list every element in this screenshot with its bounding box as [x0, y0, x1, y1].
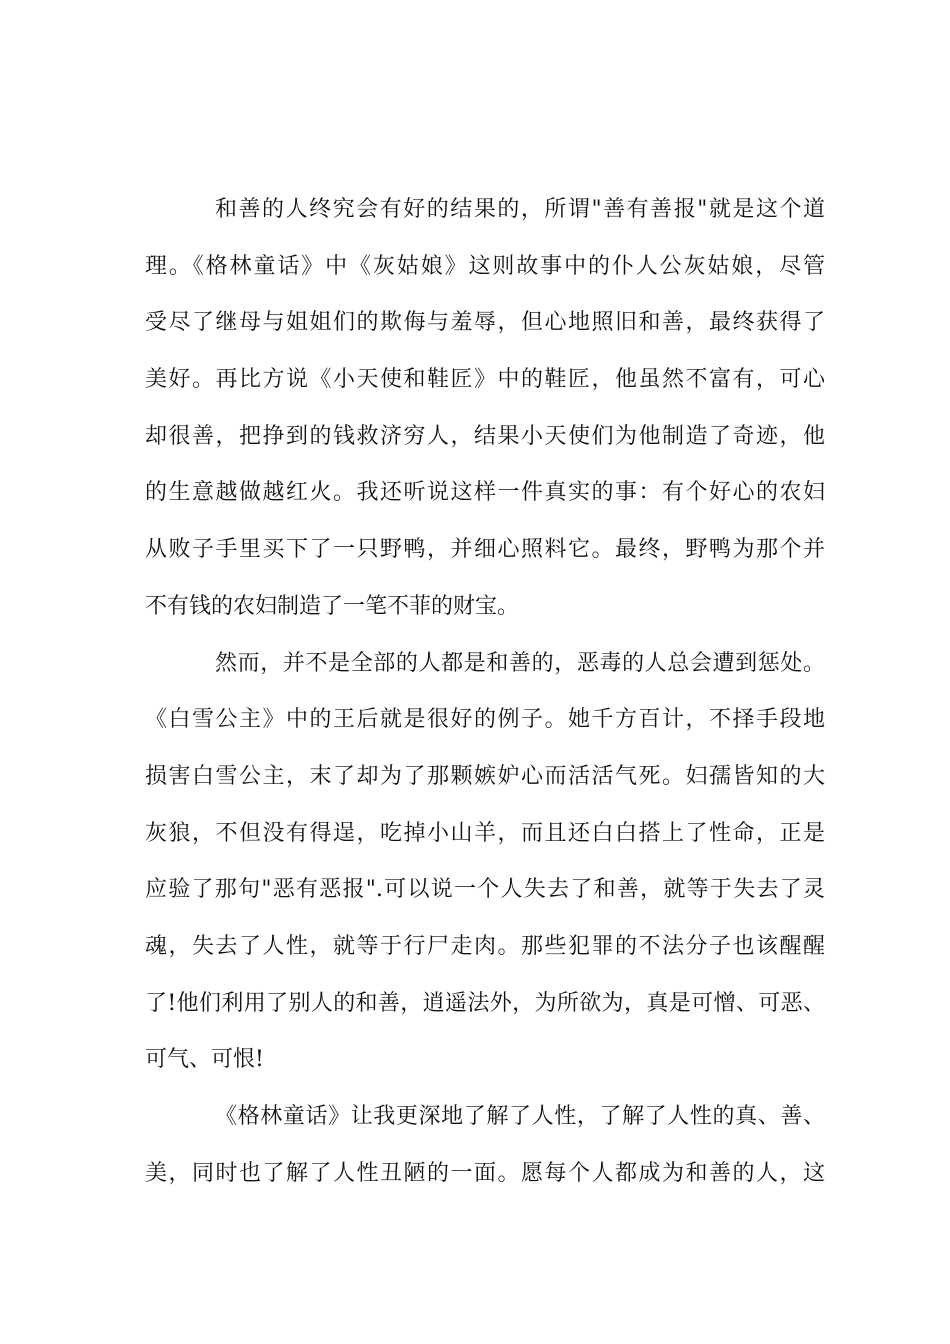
text-line: 却很善，把挣到的钱救济穷人，结果小天使们为他制造了奇迹，他 [145, 423, 825, 449]
text-line: 损害白雪公主，末了却为了那颗嫉妒心而活活气死。妇孺皆知的大 [145, 763, 825, 789]
text-line: 美好。再比方说《小天使和鞋匠》中的鞋匠，他虽然不富有，可心 [145, 367, 825, 393]
text-line: 的生意越做越红火。我还听说这样一件真实的事：有个好心的农妇 [145, 480, 825, 506]
text-line: 然而，并不是全部的人都是和善的，恶毒的人总会遭到惩处。 [215, 650, 825, 676]
text-line: 《白雪公主》中的王后就是很好的例子。她千方百计，不择手段地 [145, 707, 825, 733]
text-line: 不有钱的农妇制造了一笔不菲的财宝。 [145, 593, 520, 619]
text-line: 和善的人终究会有好的结果的，所谓"善有善报"就是这个道 [215, 197, 825, 222]
text-line: 了!他们利用了别人的和善，逍遥法外，为所欲为，真是可憎、可恶、 [145, 990, 825, 1016]
text-line: 灰狼，不但没有得逞，吃掉小山羊，而且还白白搭上了性命，正是 [145, 820, 825, 846]
text-line: 应验了那句"恶有恶报".可以说一个人失去了和善，就等于失去了灵 [145, 877, 825, 903]
text-line: 可气、可恨! [145, 1047, 264, 1073]
text-line: 从败子手里买下了一只野鸭，并细心照料它。最终，野鸭为那个并 [145, 537, 825, 563]
text-line: 理。《格林童话》中《灰姑娘》这则故事中的仆人公灰姑娘，尽管 [145, 253, 825, 279]
text-line: 魂，失去了人性，就等于行尸走肉。那些犯罪的不法分子也该醒醒 [145, 933, 825, 959]
text-line: 受尽了继母与姐姐们的欺侮与羞辱，但心地照旧和善，最终获得了 [145, 310, 825, 336]
text-line: 美，同时也了解了人性丑陋的一面。愿每个人都成为和善的人，这 [145, 1160, 825, 1186]
text-line: 《格林童话》让我更深地了解了人性，了解了人性的真、善、 [215, 1104, 825, 1129]
document-body [145, 188, 825, 1208]
